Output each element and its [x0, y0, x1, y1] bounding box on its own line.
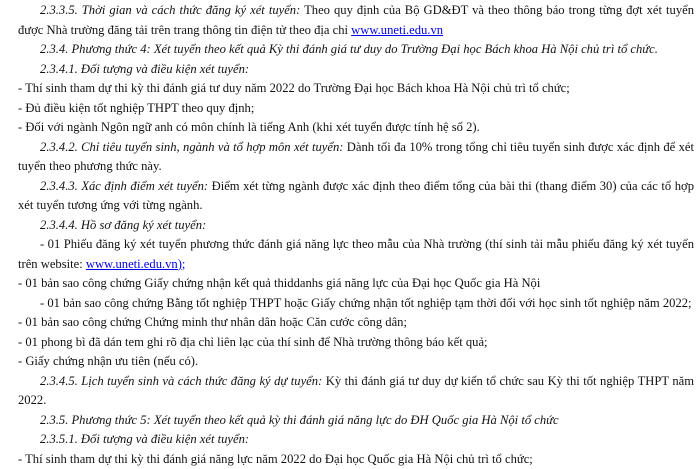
list-item: - 01 bản sao công chứng Chứng minh thư nhân dân hoặc Căn cước công dân; [18, 313, 694, 333]
heading-2-3-5-1 [18, 430, 694, 450]
uneti-link[interactable]: www.uneti.edu.vn); [86, 257, 186, 271]
paragraph-heading: 2.3.4.2. Chỉ tiêu tuyển sinh, ngành và tổ hợp môn xét tuyển: [40, 140, 343, 154]
list-item-registration-form [18, 235, 694, 274]
list-item: - Giấy chứng nhận ưu tiên (nếu có). [18, 352, 694, 372]
paragraph-heading: 2.3.4.3. Xác định điểm xét tuyển: [40, 179, 208, 193]
heading-2-3-4-4 [18, 216, 694, 236]
paragraph-text: - 01 bản sao công chứng Bằng tốt nghiệp THPT hoặc Giấy chứng nhận tốt nghiệp tạm thời đối với học sinh tốt nghiệp năm 2022; [40, 296, 692, 310]
uneti-link[interactable]: www.uneti.edu.vn [351, 23, 443, 37]
paragraph-2-3-4-3 [18, 177, 694, 216]
paragraph-2-3-4-5 [18, 372, 694, 411]
paragraph-heading: 2.3.4.5. Lịch tuyển sinh và cách thức đăng ký dự tuyển: [40, 374, 322, 388]
list-item: - Đối với ngành Ngôn ngữ anh có môn chính là tiếng Anh (khi xét tuyển được tính hệ số 2). [18, 118, 694, 138]
paragraph-text: Điểm xét từng ngành được xác định theo điểm tổng của bài thi (thang điểm 30) của các tổ hợp xét tuyển tương ứng với từng ngành. [18, 179, 694, 213]
subsection-heading: 2.3.4.1. Đối tượng và điều kiện xét tuyển: [40, 62, 249, 76]
list-item: - 01 phong bì đã dán tem ghi rõ địa chỉ liên lạc của thí sinh để Nhà trường thông báo kết quả; [18, 333, 694, 353]
paragraph-heading: 2.3.3.5. Thời gian và cách thức đăng ký xét tuyển: [40, 3, 300, 17]
heading-2-3-4-1 [18, 60, 694, 80]
section-heading: 2.3.4. Phương thức 4: Xét tuyển theo kết quả Kỳ thi đánh giá tư duy do Trường Đại học Bách khoa Hà Nội chủ trì tổ chức. [40, 42, 658, 56]
section-heading: 2.3.5. Phương thức 5: Xét tuyển theo kết quả kỳ thi đánh giá năng lực do ĐH Quốc gia Hà Nội tổ chức [40, 413, 559, 427]
subsection-heading: 2.3.5.1. Đối tượng và điều kiện xét tuyển: [40, 432, 249, 446]
paragraph-text: Dành tối đa 10% trong tổng chỉ tiêu tuyển sinh được xác định để xét tuyển theo phương thức này. [18, 140, 694, 174]
paragraph-2-3-4-2 [18, 138, 694, 177]
list-item: - Thí sinh tham dự thi kỳ thi đánh giá năng lực năm 2022 do Đại học Quốc gia Hà Nội chủ trì tổ chức; [18, 450, 694, 469]
list-item-diploma [18, 294, 694, 314]
subsection-heading: 2.3.4.4. Hồ sơ đăng ký xét tuyển: [40, 218, 206, 232]
heading-2-3-4 [18, 40, 694, 60]
paragraph-text: - 01 Phiếu đăng ký xét tuyển phương thức đánh giá năng lực theo mẫu của Nhà trường (thí sinh tải mẫu phiếu đăng ký xét tuyển trên website: [18, 237, 694, 271]
list-item: - Đủ điều kiện tốt nghiệp THPT theo quy định; [18, 99, 694, 119]
paragraph-2-3-3-5 [18, 1, 694, 40]
list-item: - 01 bản sao công chứng Giấy chứng nhận kết quả thiddanhs giá năng lực của Đại học Quốc gia Hà Nội [18, 274, 694, 294]
heading-2-3-5 [18, 411, 694, 431]
paragraph-text: Theo quy định của Bộ GD&ĐT và theo thông báo trong từng đợt xét tuyển được Nhà trường đăng tải trên trang thông tin điện tử theo địa chỉ [18, 3, 694, 37]
paragraph-text: Kỳ thi đánh giá tư duy dự kiến tổ chức sau Kỳ thi tốt nghiệp THPT năm 2022. [18, 374, 694, 408]
list-item: - Thí sinh tham dự thi kỳ thi đánh giá tư duy năm 2022 do Trường Đại học Bách khoa Hà Nội chủ trì tổ chức; [18, 79, 694, 99]
